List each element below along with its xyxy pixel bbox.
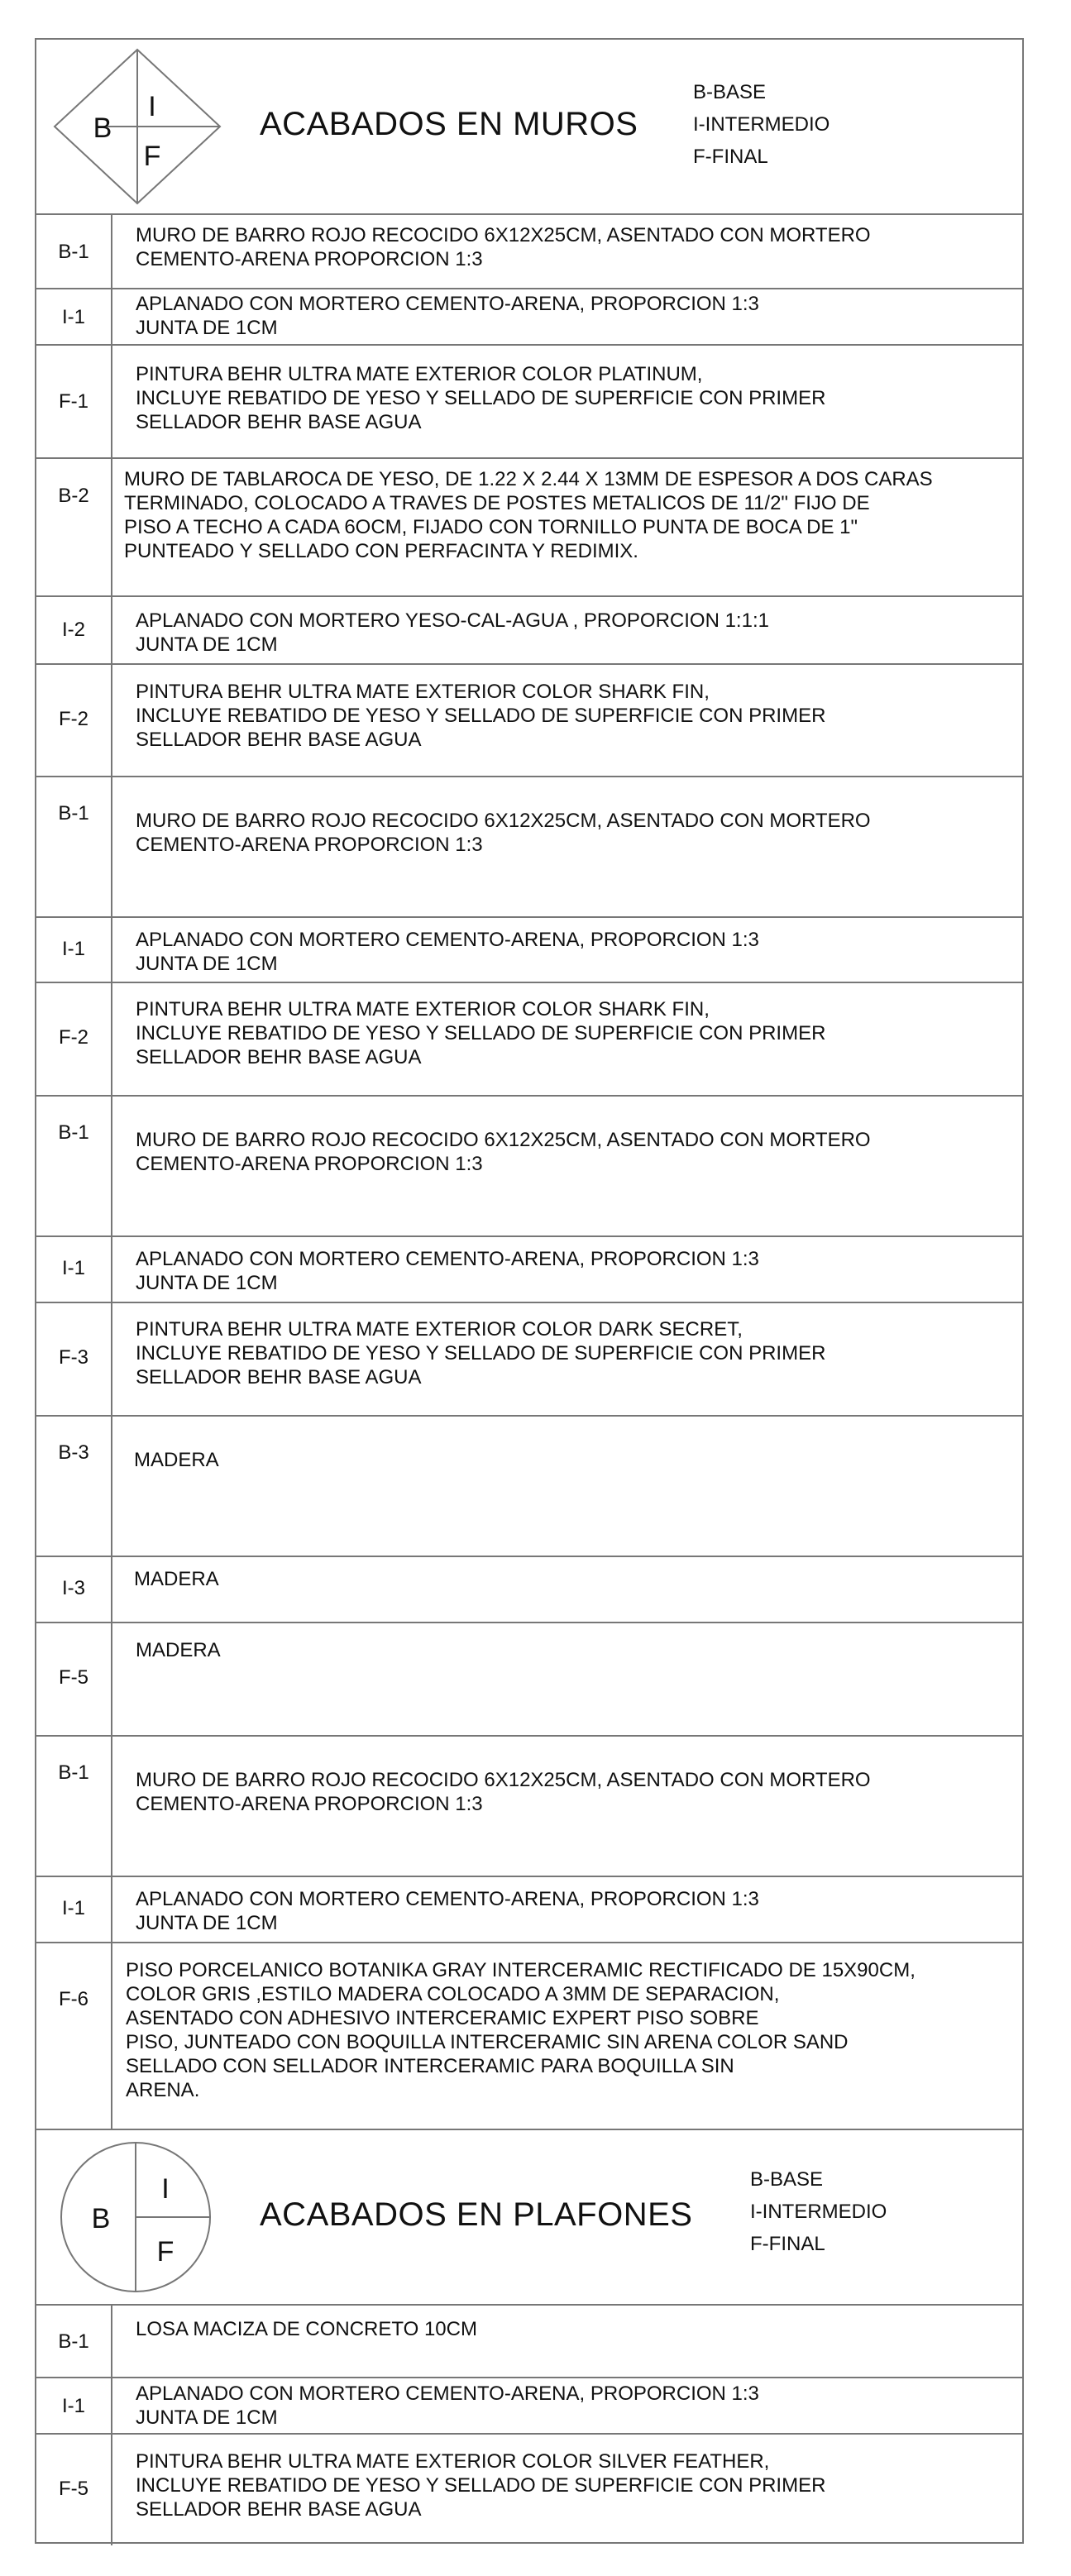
finish-description: MURO DE BARRO ROJO RECOCIDO 6X12X25CM, ASENTADO CON MORTERO CEMENTO-ARENA PROPORCION 1:3 [136, 224, 871, 270]
finish-code: I-1 [36, 1237, 112, 1302]
walls-title: ACABADOS EN MUROS [260, 106, 638, 142]
legend-final: F-FINAL [750, 2233, 825, 2255]
finish-code: F-5 [36, 2435, 112, 2545]
walls-row [36, 983, 1022, 1097]
finish-description: APLANADO CON MORTERO CEMENTO-ARENA, PROPORCION 1:3 JUNTA DE 1CM [136, 929, 759, 975]
finish-description: PINTURA BEHR ULTRA MATE EXTERIOR COLOR SILVER FEATHER, INCLUYE REBATIDO DE YESO Y SELLADO DE SUPERFICIE CON PRIMER SELLADOR BEHR BASE AGUA [136, 2450, 826, 2521]
finish-description: MURO DE TABLAROCA DE YESO, DE 1.22 X 2.44 X 13MM DE ESPESOR A DOS CARAS TERMINADO, COLOCADO A TRAVES DE POSTES METALICOS DE 11/2" FIJO DE PISO A TECHO A CADA 6OCM, FIJADO CON TORNILLO PUNTA DE BOCA DE 1" PUNTEADO Y SELLADO CON PERFACINTA Y REDIMIX. [124, 468, 933, 562]
finish-description: MURO DE BARRO ROJO RECOCIDO 6X12X25CM, ASENTADO CON MORTERO CEMENTO-ARENA PROPORCION 1:3 [136, 1129, 871, 1175]
legend-base: B-BASE [750, 2168, 824, 2191]
finish-code: I-1 [36, 2378, 112, 2433]
ceilings-header [36, 2130, 1022, 2306]
finish-description: MURO DE BARRO ROJO RECOCIDO 6X12X25CM, ASENTADO CON MORTERO CEMENTO-ARENA PROPORCION 1:3 [136, 810, 871, 856]
finish-description: APLANADO CON MORTERO CEMENTO-ARENA, PROPORCION 1:3 JUNTA DE 1CM [136, 293, 759, 339]
legend-intermediate: I-INTERMEDIO [750, 2201, 887, 2223]
finish-description: APLANADO CON MORTERO YESO-CAL-AGUA , PROPORCION 1:1:1 JUNTA DE 1CM [136, 609, 769, 656]
ceilings-row [36, 2306, 1022, 2378]
ceilings-symbol-final-letter: F [156, 2236, 175, 2268]
walls-row [36, 1557, 1022, 1623]
legend-base: B-BASE [693, 81, 767, 103]
walls-row [36, 215, 1022, 289]
walls-row [36, 1877, 1022, 1943]
finish-code: F-2 [36, 665, 112, 776]
finish-description: PISO PORCELANICO BOTANIKA GRAY INTERCERAMIC RECTIFICADO DE 15X90CM, COLOR GRIS ,ESTILO MADERA COLOCADO A 3MM DE SEPARACION, ASENTADO CON ADHESIVO INTERCERAMIC EXPERT PISO SOBRE PISO, JUNTEADO CON BOQUILLA INTERCERAMIC SIN ARENA COLOR SAND SELLADO CON SELLADOR INTERCERAMIC PARA BOQUILLA SIN ARENA. [126, 1959, 916, 2101]
finish-description: PINTURA BEHR ULTRA MATE EXTERIOR COLOR PLATINUM, INCLUYE REBATIDO DE YESO Y SELLADO DE SUPERFICIE CON PRIMER SELLADOR BEHR BASE AGUA [136, 363, 826, 433]
walls-row [36, 1303, 1022, 1417]
finish-code: I-2 [36, 597, 112, 663]
legend-final: F-FINAL [693, 146, 768, 168]
finish-code: F-1 [36, 346, 112, 457]
finish-description: MURO DE BARRO ROJO RECOCIDO 6X12X25CM, ASENTADO CON MORTERO CEMENTO-ARENA PROPORCION 1:3 [136, 1769, 871, 1815]
ceilings-symbol-base-letter: B [91, 2203, 111, 2234]
walls-row [36, 1737, 1022, 1877]
finish-code: F-5 [36, 1623, 112, 1735]
finish-description: APLANADO CON MORTERO CEMENTO-ARENA, PROPORCION 1:3 JUNTA DE 1CM [136, 1888, 759, 1934]
walls-row [36, 1417, 1022, 1557]
walls-row [36, 777, 1022, 918]
walls-row [36, 1623, 1022, 1737]
walls-header [36, 40, 1022, 215]
walls-row [36, 665, 1022, 777]
ceilings-circle-symbol [51, 2137, 225, 2294]
walls-row [36, 289, 1022, 346]
finish-code: F-6 [36, 1943, 112, 2129]
ceilings-legend [750, 2163, 887, 2260]
ceilings-row [36, 2378, 1022, 2435]
finish-code: B-2 [36, 459, 112, 595]
finish-description: PINTURA BEHR ULTRA MATE EXTERIOR COLOR SHARK FIN, INCLUYE REBATIDO DE YESO Y SELLADO DE SUPERFICIE CON PRIMER SELLADOR BEHR BASE AGUA [136, 681, 826, 751]
finish-description: APLANADO CON MORTERO CEMENTO-ARENA, PROPORCION 1:3 JUNTA DE 1CM [136, 1248, 759, 1294]
walls-row [36, 1097, 1022, 1237]
ceilings-title: ACABADOS EN PLAFONES [260, 2196, 693, 2233]
finish-description: PINTURA BEHR ULTRA MATE EXTERIOR COLOR SHARK FIN, INCLUYE REBATIDO DE YESO Y SELLADO DE SUPERFICIE CON PRIMER SELLADOR BEHR BASE AGUA [136, 998, 826, 1068]
finish-code: I-1 [36, 289, 112, 344]
finish-description: MADERA [134, 1568, 219, 1590]
walls-row [36, 346, 1022, 459]
walls-legend [693, 76, 830, 173]
finish-code: B-1 [36, 777, 112, 916]
finish-code: I-3 [36, 1557, 112, 1622]
walls-symbol-base-letter: B [93, 112, 112, 144]
finish-code: B-1 [36, 1737, 112, 1876]
finish-code: B-1 [36, 215, 112, 288]
finish-description: PINTURA BEHR ULTRA MATE EXTERIOR COLOR DARK SECRET, INCLUYE REBATIDO DE YESO Y SELLADO DE SUPERFICIE CON PRIMER SELLADOR BEHR BASE AGUA [136, 1318, 826, 1388]
finish-code: B-1 [36, 2306, 112, 2377]
walls-symbol-intermediate-letter: I [148, 91, 156, 122]
finishes-schedule-sheet [35, 38, 1024, 2544]
ceilings-row [36, 2435, 1022, 2545]
legend-intermediate: I-INTERMEDIO [693, 113, 830, 136]
walls-symbol-final-letter: F [143, 141, 161, 172]
finish-code: B-1 [36, 1097, 112, 1235]
finish-code: F-2 [36, 983, 112, 1095]
walls-row [36, 1237, 1022, 1303]
finish-code: F-3 [36, 1303, 112, 1415]
walls-row [36, 459, 1022, 597]
finish-code: I-1 [36, 1877, 112, 1942]
walls-row [36, 597, 1022, 665]
finish-description: APLANADO CON MORTERO CEMENTO-ARENA, PROPORCION 1:3 JUNTA DE 1CM [136, 2382, 759, 2429]
walls-diamond-symbol [53, 48, 227, 205]
finish-code: I-1 [36, 918, 112, 982]
finish-code: B-3 [36, 1417, 112, 1556]
walls-row [36, 918, 1022, 983]
finish-description: MADERA [134, 1449, 219, 1471]
ceilings-symbol-intermediate-letter: I [161, 2173, 170, 2205]
walls-row [36, 1943, 1022, 2130]
finish-description: LOSA MACIZA DE CONCRETO 10CM [136, 2318, 477, 2340]
finish-description: MADERA [136, 1639, 221, 1661]
